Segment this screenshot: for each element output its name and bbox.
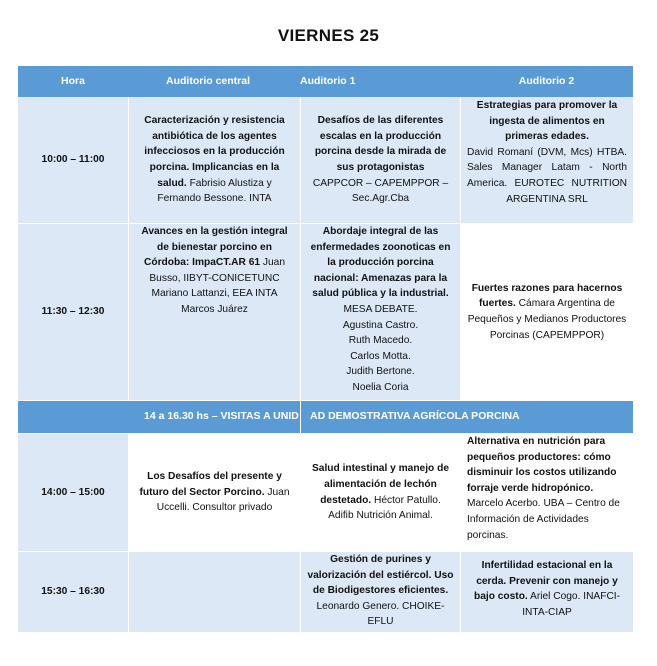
time-slot: 14:00 – 15:00 xyxy=(18,434,128,551)
session-cell xyxy=(461,97,633,223)
session-title: Infertilidad estacional en la cerda. Prevenir con manejo y bajo costo. xyxy=(473,560,618,603)
panel-line: Carlos Motta. xyxy=(350,350,411,362)
panel-line: Agustina Castro. xyxy=(342,319,419,331)
header-auditorio-1: Auditorio 1 xyxy=(300,66,460,97)
session-speakers: Cámara Argentina de Pequeños y Medianos Productores Porcinas (CAPEMPPOR) xyxy=(467,298,627,341)
session-cell-empty xyxy=(129,552,300,632)
session-speakers: Leonardo Genero. CHOIKE-EFLU xyxy=(316,600,445,628)
session-title: Fuertes razones para hacernos fuertes. xyxy=(471,282,623,310)
session-speakers: Héctor Patullo. Adifib Nutrición Animal. xyxy=(328,494,441,522)
banner-text-right: AD DEMOSTRATIVA AGRÍCOLA PORCINA xyxy=(310,410,520,423)
header-auditorio-2: Auditorio 2 xyxy=(460,66,633,97)
session-speakers: Juan Uccelli. Consultor privado xyxy=(156,486,290,514)
session-cell xyxy=(301,97,460,223)
header-auditorio-central: Auditorio central xyxy=(128,66,300,97)
session-title: Caracterización y resistencia antibiótica de los agentes infecciosos en la producción porcina. Implicancias en la salud. xyxy=(144,115,285,189)
visits-banner xyxy=(18,401,633,433)
session-cell xyxy=(461,434,633,551)
session-speakers: Marcelo Acerbo. UBA – Centro de Información de Actividades porcinas. xyxy=(467,498,620,541)
session-cell xyxy=(301,224,460,400)
session-title: Los Desafíos del presente y futuro del Sector Porcino. xyxy=(139,471,282,498)
session-cell xyxy=(301,434,460,551)
session-title: Abordaje integral de las enfermedades zoonoticas en la producción porcina nacional: Amenazas para la salud pública y la industrial. xyxy=(310,226,451,300)
banner-text-left: 14 a 16.30 hs – VISITAS A UNID xyxy=(144,410,299,423)
panel-line: Noelia Coria xyxy=(352,381,409,393)
session-title: Estrategias para promover la ingesta de alimentos en primeras edades. xyxy=(476,100,618,143)
time-slot: 11:30 – 12:30 xyxy=(18,224,128,400)
time-slot: 15:30 – 16:30 xyxy=(18,552,128,632)
session-cell xyxy=(129,224,300,400)
header-hora: Hora xyxy=(18,66,128,97)
session-title: Avances en la gestión integral de bienestar porcino en Córdoba: ImpaCT.AR 61 xyxy=(141,226,288,269)
session-cell xyxy=(461,552,633,632)
session-speakers: Juan Busso, IIBYT-CONICETUNC Mariano Lattanzi, EEA INTA Marcos Juárez xyxy=(149,257,285,315)
schedule-table xyxy=(18,66,633,632)
session-speakers: Ariel Cogo. INAFCI-INTA-CIAP xyxy=(522,591,621,618)
session-cell xyxy=(301,552,460,632)
session-title: Alternativa en nutrición para pequeños productores: cómo disminuir los costos utilizando forraje verde hidropónico. xyxy=(467,436,617,494)
session-cell xyxy=(129,97,300,223)
panel-line: MESA DEBATE. xyxy=(343,303,418,315)
session-title: Salud intestinal y manejo de alimentación de lechón destetado. xyxy=(312,463,449,506)
session-cell xyxy=(461,224,633,400)
panel-line: Ruth Macedo. xyxy=(348,335,413,347)
session-title: Gestión de purines y valorización del estiércol. Uso de Biodigestores eficientes. xyxy=(307,554,454,597)
session-speakers: CAPPCOR – CAPEMPPOR – Sec.Agr.Cba xyxy=(312,177,449,205)
session-title: Desafíos de las diferentes escalas en la producción porcina desde la mirada de sus protagonistas xyxy=(314,115,447,173)
time-slot: 10:00 – 11:00 xyxy=(18,97,128,223)
session-speakers: David Romaní (DVM, Mcs) HTBA. Sales Manager Latam - North America. EUROTEC NUTRITION ARGENTINA SRL xyxy=(467,146,627,205)
page-title: VIERNES 25 xyxy=(277,26,380,45)
session-speakers: Fabrisio Alustiza y Fernando Bessone. INTA xyxy=(157,177,272,205)
panel-line: Judith Bertone. xyxy=(346,366,415,378)
session-cell xyxy=(129,434,300,551)
